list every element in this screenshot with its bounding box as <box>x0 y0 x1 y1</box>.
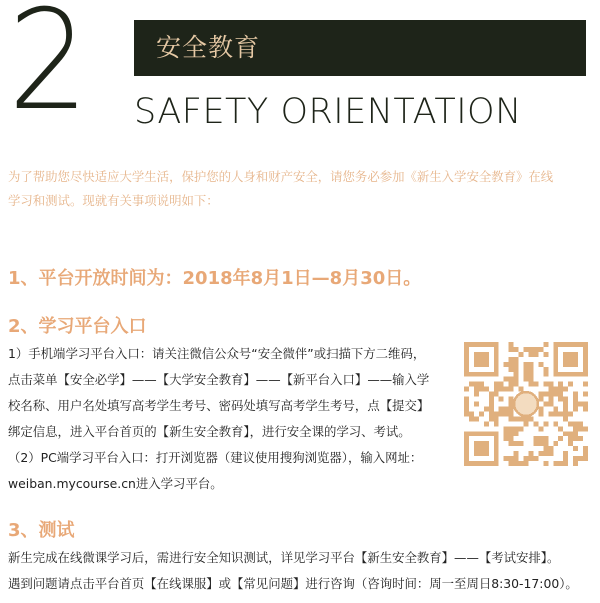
entry-line: 点击菜单【安全必学】——【大学安全教育】——【新平台入口】——输入学 <box>8 372 430 387</box>
section-number: 2 <box>8 0 87 141</box>
section-heading-open-time: 1、平台开放时间为：2018年8月1日—8月30日。 <box>8 268 422 289</box>
intro-line: 学习和测试。现就有关事项说明如下： <box>8 193 219 208</box>
section-heading-test: 3、测试 <box>8 520 75 541</box>
section-title-en: SAFETY ORIENTATION <box>134 92 522 132</box>
section-heading-entry: 2、学习平台入口 <box>8 316 147 337</box>
section-title-cn: 安全教育 <box>156 33 261 62</box>
test-paragraph <box>8 545 600 597</box>
entry-line: 绑定信息，进入平台首页的【新生安全教育】，进行安全课的学习、考试。 <box>8 424 411 439</box>
intro-line: 为了帮助您尽快适应大学生活，保护您的人身和财产安全，请您务必参加《新生入学安全教育》在线 <box>8 169 554 184</box>
entry-url-line: weiban.mycourse.cn进入学习平台。 <box>8 476 223 491</box>
test-line: 新生完成在线微课学习后，需进行安全知识测试，详见学习平台【新生安全教育】——【考试安排】。 <box>8 550 560 565</box>
entry-line: （2）PC端学习平台入口：打开浏览器（建议使用搜狗浏览器），输入网址： <box>8 450 423 465</box>
entry-line: 校名称、用户名处填写高考学生考号、密码处填写高考学生考号，点【提交】 <box>8 398 430 413</box>
entry-line: 1）手机端学习平台入口：请关注微信公众号“安全微伴”或扫描下方二维码， <box>8 346 426 361</box>
intro-paragraph <box>8 165 596 213</box>
entry-paragraph <box>8 341 458 497</box>
qr-code-icon <box>464 342 588 466</box>
test-line: 遇到问题请点击平台首页【在线课服】或【常见问题】进行咨询（咨询时间：周一至周日8:30-17:00）。 <box>8 576 578 591</box>
